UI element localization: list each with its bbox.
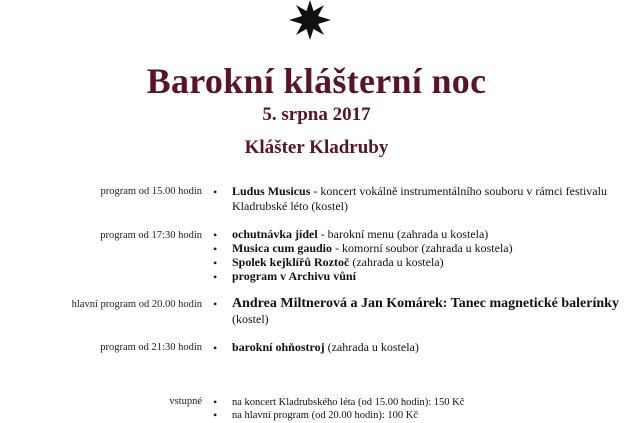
item-bold: ochutnávka jídel <box>232 227 318 241</box>
schedule-time: program od 21:30 hodin <box>100 342 202 353</box>
bullet: • <box>213 297 218 311</box>
bullet: • <box>213 228 218 242</box>
schedule-time: program od 17:30 hodin <box>100 230 202 241</box>
schedule-item <box>232 340 622 355</box>
bullet: • <box>213 185 218 199</box>
item-bold: Andrea Miltnerová a Jan Komárek: Tanec magnetické balerínky <box>232 296 619 311</box>
event-venue: Klášter Kladruby <box>244 137 389 158</box>
schedule-item <box>232 296 622 328</box>
item-bold: Musica cum gaudio <box>232 241 333 255</box>
admission-item: na koncert Kladrubského léta (od 15.00 hodin): 150 Kč <box>232 397 465 408</box>
star-icon <box>287 0 333 40</box>
admission-label: vstupné <box>169 396 202 407</box>
item-rest: (kostel) <box>232 312 269 326</box>
schedule-item <box>232 241 622 256</box>
bullet: • <box>213 341 218 355</box>
item-rest: - barokní menu (zahrada u kostela) <box>317 227 489 241</box>
bullet: • <box>213 270 218 284</box>
schedule-time: hlavní program od 20.00 hodin <box>71 299 202 310</box>
schedule-item <box>232 227 622 242</box>
schedule-item <box>232 255 622 270</box>
schedule-item <box>232 269 622 284</box>
page-title: Barokní klášterní noc <box>146 61 487 101</box>
schedule-item <box>232 184 622 213</box>
schedule-time: program od 15.00 hodin <box>100 186 202 197</box>
item-rest: - koncert vokálně instrumentálního souboru v rámci festivalu Kladrubské léto (kostel) <box>232 184 607 213</box>
item-bold: barokní ohňostroj <box>232 340 325 354</box>
bullet: • <box>213 242 218 256</box>
bullet: • <box>213 408 218 422</box>
admission-item: na hlavní program (od 20.00 hodin): 100 Kč <box>232 410 419 421</box>
event-date: 5. srpna 2017 <box>262 104 371 125</box>
item-rest: - komorní soubor (zahrada u kostela) <box>332 241 513 255</box>
bullet: • <box>213 256 218 270</box>
item-rest: (zahrada u kostela) <box>349 255 444 269</box>
item-bold: Spolek kejklířů Roztoč <box>232 255 350 269</box>
bullet: • <box>213 395 218 409</box>
item-rest: (zahrada u kostela) <box>324 340 419 354</box>
item-bold: Ludus Musicus <box>232 184 311 198</box>
item-bold: program v Archivu vůní <box>232 269 356 283</box>
